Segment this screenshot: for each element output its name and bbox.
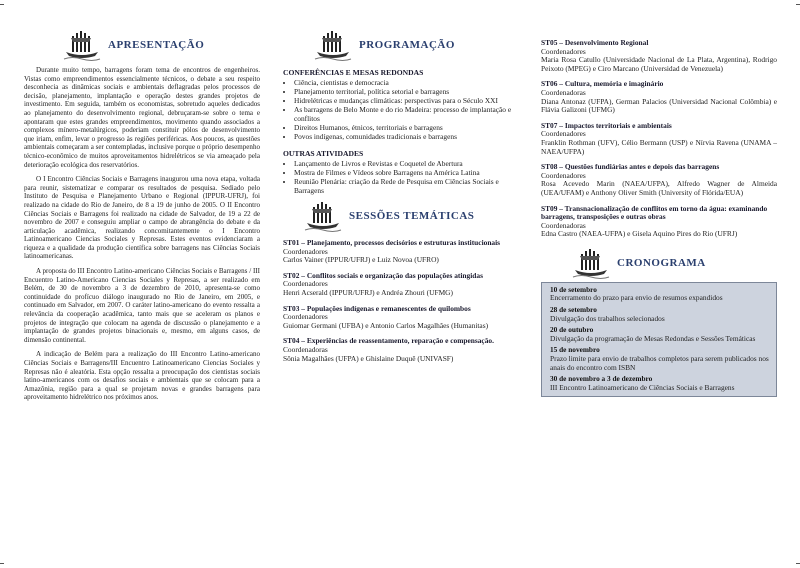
sessao-title: ST02 – Conflitos sociais e organização das populações atingidas [283,270,483,280]
sessao-st09 [541,205,777,239]
sessao-role: Coordenadores [283,312,328,322]
cronograma-date: 20 de outubro [550,325,594,335]
sessao-names: Carlos Vainer (IPPUR/UFRJ) e Luiz Novoa (UFRO) [283,255,439,265]
cronograma-text: III Encontro Latinoamericano de Ciências Sociais e Barragens [550,382,735,392]
sessao-names: Guiomar Germani (UFBA) e Antonio Carlos Magalhães (Humanitas) [283,320,489,330]
list-item: • Hidrelétricas e mudanças climáticas: perspectivas para o Século XXI [294,96,515,105]
cronograma-date: 30 de novembro a 3 de dezembro [550,374,653,384]
sessao-st01 [283,239,515,265]
conferencias-title: CONFERÊNCIAS E MESAS REDONDAS [283,68,424,77]
sessao-names: Edna Castro (NAEA-UFPA) e Gisela Aquino Pires do Rio (UFRJ) [541,229,738,239]
sessao-title: ST09 – Transnacionalização de conflitos em torno da água: examinando barragens, transposições e outras obras [541,203,768,222]
cronograma-text: Encerramento do prazo para envio de resumos expandidos [550,293,723,303]
programacao-header [313,28,515,62]
sessao-role: Coordenadores [541,170,586,180]
sessao-title: ST05 – Desenvolvimento Regional [541,38,649,47]
sessao-role: Coordenadores [541,46,586,56]
cronograma-text: Divulgação da programação de Mesas Redondas e Sessões Temáticas [550,333,756,343]
paragraph: Durante muito tempo, barragens foram tema de encontros de engenheiros. Vistas como empreendimentos essencialmente técnicos, o debate a seu respeito desconhecia as dinâmicas sociais e ambientais deflagradas pelos processos de decisão, planejamento, implantação e operação destes grandes projetos de investimento. Em seguida, também os economistas, sobretudo aqueles dedicados ao planejamento do desenvolvimento regional, debruçaram-se sobre o tema e apontaram que estes grandes empreendimentos, movimento quando associados a complexos mínero-metalúrgicos, poderiam constituir pólos de desenvolvimento que iriam, enfim, levar o progresso às regiões periféricas. Aos poucos, as questões ambientais começaram a ser contempladas, inclusive porque o próprio desempenho técnico-econômico de muitos aproveitamentos hidrelétricos se via ameaçado pela deterioração ecológica dos reservatórios. [24,66,260,169]
list-item: • As barragens de Belo Monte e do rio Madeira: processo de implantação e conflitos [294,105,515,123]
conferencias-list [283,78,515,141]
boat-logo-icon [62,28,102,62]
cronograma-date: 28 de setembro [550,305,597,315]
sessao-st07 [541,122,777,156]
paragraph: A proposta do III Encontro Latino-americano Ciências Sociais e Barragens / III Encuentro Latino-Americano Ciencias Sociales y Represas, a ser realizado em Belém, de 30 de novembro a 3 de dezembro de 2010, apresenta-se como continuidade do profícuo diálogo inaugurado no Rio de Janeiro, em 2005, e continuado em Salvador, em 2007. O caráter latino-americano do evento ressalta a relevância da cooperação acadêmica, tanto mais que se aceleram os planos e projetos de integração que colocam na agenda de discussão o planejamento e a implantação de grandes projetos binacionais e, mesmo, em alguns casos, de dimensão continental. [24,267,260,344]
sessoes-list-continued [541,39,777,239]
list-item: • Povos indígenas, comunidades tradicionais e barragens [294,132,515,141]
outras-atividades-title: OUTRAS ATIVIDADES [283,149,364,158]
apresentacao-text [24,66,260,402]
boat-logo-icon [571,246,611,280]
programacao-column [283,0,515,568]
paragraph: O I Encontro Ciências Sociais e Barragens inaugurou uma nova etapa, voltada para reunir, sistematizar e comparar os resultados de pesquisa. Sediado pelo Instituto de Pesquisa e Planejamento Urbano e Regional (IPPUR-UFRJ), foi realizado na cidade do Rio de Janeiro, de 8 a 19 de junho de 2005. O II Encontro Ciências Sociais e Barragens foi realizado na cidade de Salvador, de 19 a 22 de novembro de 2007 e conseguiu ampliar o campo de abrangência do debate e da articulação acadêmica, realizando concomitantemente o I Encontro Latinoamericano Ciencias Sociales y Represas. Estes eventos evidenciaram a riqueza e a qualidade da produção científica sobre barragens nas Ciências Sociais latinoamericanas. [24,175,260,261]
boat-logo-icon [313,28,353,62]
outras-atividades-list [283,159,515,195]
boat-logo-icon [303,199,343,233]
sessao-names: Rosa Acevedo Marin (NAEA/UFPA), Alfredo Wagner de Almeida (UEA/UFAM) e Anthony Oliver Smith (University of Flórida/EUA) [541,179,777,197]
sessao-role: Coordenadoras [541,220,586,230]
cronograma-header [571,246,777,280]
sessao-st04 [283,337,515,363]
sessao-role: Coordenadores [283,246,328,256]
list-item: • Reunião Plenária: criação da Rede de Pesquisa em Ciências Sociais e Barragens [294,177,515,195]
cronograma-date: 10 de setembro [550,284,597,294]
sessao-role: Coordenadores [283,279,328,289]
paragraph: A indicação de Belém para a realização do III Encontro Latino-americano Ciências Sociais e Barragens/III Encuentro Latinoamericano Ciencias Sociales y Represas não é aleatória. Esta opção ressalta a preocupação dos cientistas sociais latino-americanos com os desafios sociais e ambientais que se colocam para a Amazônia, região para a qual se projetam novas e grandes barragens para aproveitamento hidrelétrico nos próximos anos. [24,350,260,402]
sessao-names: Maria Rosa Catullo (Universidade Nacional de La Plata, Argentina), Rodrigo Peixoto (MPEG) e Ciro Marcano (Universidad de Venezuela) [541,55,777,73]
crop-mark [0,4,4,5]
cronograma-title: CRONOGRAMA [617,256,706,269]
sessao-names: Franklin Rothman (UFV), Célio Bermann (USP) e Nírvia Ravena (UNAMA – NAEA/UFPA) [541,137,777,156]
list-item: • Direitos Humanos, étnicos, territoriais e barragens [294,123,515,132]
apresentacao-column [24,0,260,568]
apresentacao-header [62,28,260,62]
sessao-st08 [541,163,777,197]
sessao-title: ST07 – Impactos territoriais e ambientais [541,120,672,130]
sessao-role: Coordenadoras [283,344,328,354]
sessao-title: ST03 – Populações indígenas e remanescentes de quilombos [283,303,471,313]
cronograma-box [541,282,777,398]
programacao-title: PROGRAMAÇÃO [359,39,455,51]
apresentacao-title: APRESENTAÇÃO [108,39,205,51]
cronograma-date: 15 de novembro [550,345,600,355]
sessao-title: ST01 – Planejamento, processos decisórios e estruturas institucionais [283,238,501,247]
crop-mark [0,563,4,564]
sessao-title: ST06 – Cultura, memória e imaginário [541,79,664,89]
crop-mark [796,4,800,5]
list-item: • Mostra de Filmes e Vídeos sobre Barragens na América Latina [294,168,515,177]
sessoes-continued-column [541,0,777,568]
sessao-st05 [541,39,777,73]
sessao-names: Sônia Magalhães (UFPA) e Ghislaine Duquê (UNIVASF) [283,353,454,363]
list-item: • Lançamento de Livros e Revistas e Coquetel de Abertura [294,159,515,168]
sessoes-header [303,199,515,233]
cronograma-text: Prazo limite para envio de trabalhos completos para serem publicados nos anais do encontro com ISBN [550,354,769,372]
sessao-st06 [541,80,777,114]
list-item: • Ciência, cientistas e democracia [294,78,515,87]
sessao-st02 [283,272,515,298]
sessao-st03 [283,305,515,331]
sessao-names: Henri Acserald (IPPUR/UFRJ) e Andréa Zhouri (UFMG) [283,287,453,297]
cronograma-text: Divulgação dos trabalhos selecionados [550,313,665,323]
sessao-role: Coordenadoras [541,87,586,97]
crop-mark [796,563,800,564]
sessoes-list [283,239,515,363]
list-item: • Planejamento territorial, política setorial e barragens [294,87,515,96]
sessoes-title: SESSÕES TEMÁTICAS [349,210,475,222]
sessao-title: ST08 – Questões fundiárias antes e depois das barragens [541,162,720,172]
sessao-title: ST04 – Experiências de reassentamento, reparação e compensação. [283,336,494,346]
sessao-names: Diana Antonaz (UFPA), German Palacios (Universidad Nacional Colômbia) e Flávia Galizoni (UFMG) [541,96,777,115]
sessao-role: Coordenadores [541,129,586,139]
